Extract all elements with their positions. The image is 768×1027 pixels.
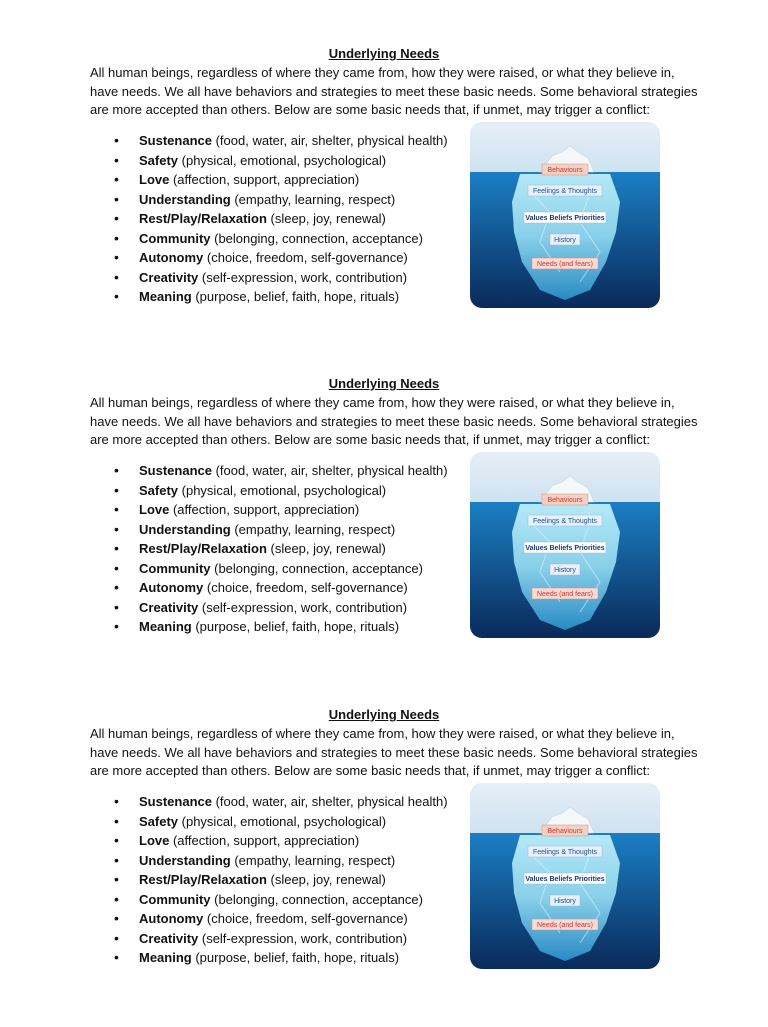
section-title: Underlying Needs: [328, 707, 440, 722]
label-behaviours: Behaviours: [547, 167, 583, 174]
need-item: [114, 461, 448, 481]
need-term: Rest/Play/Relaxation: [139, 541, 267, 556]
label-values: Values Beliefs Priorities: [525, 545, 605, 552]
iceberg-image: [470, 452, 660, 638]
iceberg-image: [470, 783, 660, 969]
need-description: (food, water, air, shelter, physical health): [211, 463, 448, 478]
need-description: (affection, support, appreciation): [169, 502, 360, 517]
label-feelings: Feelings & Thoughts: [532, 188, 598, 195]
need-item: [114, 909, 448, 929]
need-item: [114, 578, 448, 598]
need-item: [114, 131, 448, 151]
need-term: Sustenance: [139, 133, 212, 148]
need-description: (self-expression, work, contribution): [198, 599, 408, 615]
intro-paragraph: [90, 725, 698, 781]
label-history: History: [554, 237, 576, 244]
need-term: Community: [139, 891, 211, 907]
need-term: Sustenance: [139, 794, 212, 809]
need-term: Love: [139, 502, 170, 517]
intro-paragraph: [90, 64, 698, 120]
need-term: Love: [139, 833, 170, 848]
needs-list: [114, 461, 448, 637]
need-description: (choice, freedom, self-governance): [203, 911, 408, 926]
need-description: (self-expression, work, contribution): [198, 269, 408, 285]
label-history: History: [554, 567, 576, 574]
need-description: (physical, emotional, psychological): [178, 152, 387, 168]
need-description: (belonging, connection, acceptance): [210, 891, 423, 907]
need-term: Creativity: [139, 930, 199, 946]
intro-line-2: have needs. We all have behaviors and strategies to meet these basic needs. Some behavioral strategies: [90, 744, 698, 760]
intro-paragraph: [90, 394, 698, 450]
intro-line-3: are more accepted than others. Below are some basic needs that, if unmet, may trigger a conflict:: [90, 432, 651, 447]
intro-line-1: All human beings, regardless of where they came from, how they were raised, or what they believe in,: [90, 65, 675, 80]
need-term: Rest/Play/Relaxation: [139, 211, 267, 226]
need-description: (sleep, joy, renewal): [266, 211, 386, 226]
need-description: (purpose, belief, faith, hope, rituals): [191, 289, 400, 304]
need-item: [114, 268, 448, 288]
need-description: (belonging, connection, acceptance): [210, 230, 423, 246]
need-term: Creativity: [139, 269, 199, 285]
label-needs: Needs (and fears): [536, 922, 594, 929]
need-description: (purpose, belief, faith, hope, rituals): [191, 619, 400, 634]
need-term: Understanding: [139, 521, 231, 537]
need-term: Community: [139, 230, 211, 246]
label-needs: Needs (and fears): [536, 591, 594, 598]
need-item: [114, 792, 448, 812]
need-item: [114, 248, 448, 268]
need-term: Love: [139, 172, 170, 187]
need-term: Safety: [139, 813, 179, 829]
intro-line-3: are more accepted than others. Below are some basic needs that, if unmet, may trigger a conflict:: [90, 102, 651, 117]
need-item: [114, 481, 448, 501]
needs-list: [114, 131, 448, 307]
need-description: (affection, support, appreciation): [169, 833, 360, 848]
need-item: [114, 929, 448, 949]
need-item: [114, 520, 448, 540]
needs-list: [114, 792, 448, 968]
need-description: (food, water, air, shelter, physical health): [211, 794, 448, 809]
need-term: Safety: [139, 482, 179, 498]
intro-line-3: are more accepted than others. Below are some basic needs that, if unmet, may trigger a conflict:: [90, 763, 651, 778]
need-description: (empathy, learning, respect): [230, 521, 396, 537]
need-term: Understanding: [139, 191, 231, 207]
intro-line-2: have needs. We all have behaviors and strategies to meet these basic needs. Some behavioral strategies: [90, 83, 698, 99]
need-term: Community: [139, 560, 211, 576]
need-term: Autonomy: [139, 911, 204, 926]
section-title: Underlying Needs: [328, 46, 440, 61]
need-term: Meaning: [139, 619, 192, 634]
label-behaviours: Behaviours: [547, 497, 583, 504]
need-term: Rest/Play/Relaxation: [139, 872, 267, 887]
need-description: (choice, freedom, self-governance): [203, 250, 408, 265]
need-description: (self-expression, work, contribution): [198, 930, 408, 946]
intro-line-1: All human beings, regardless of where they came from, how they were raised, or what they believe in,: [90, 395, 675, 410]
label-feelings: Feelings & Thoughts: [532, 518, 598, 525]
section-title: Underlying Needs: [328, 376, 440, 391]
label-values: Values Beliefs Priorities: [525, 215, 605, 222]
need-item: [114, 948, 448, 968]
label-history: History: [554, 898, 576, 905]
label-feelings: Feelings & Thoughts: [532, 849, 598, 856]
need-item: [114, 500, 448, 520]
need-term: Sustenance: [139, 463, 212, 478]
need-description: (affection, support, appreciation): [169, 172, 360, 187]
need-item: [114, 151, 448, 171]
need-item: [114, 812, 448, 832]
need-description: (empathy, learning, respect): [230, 852, 396, 868]
intro-line-2: have needs. We all have behaviors and strategies to meet these basic needs. Some behavioral strategies: [90, 413, 698, 429]
need-item: [114, 890, 448, 910]
need-term: Understanding: [139, 852, 231, 868]
label-behaviours: Behaviours: [547, 828, 583, 835]
label-needs: Needs (and fears): [536, 261, 594, 268]
need-term: Safety: [139, 152, 179, 168]
need-term: Meaning: [139, 950, 192, 965]
need-item: [114, 617, 448, 637]
need-description: (physical, emotional, psychological): [178, 482, 387, 498]
need-item: [114, 851, 448, 871]
need-term: Creativity: [139, 599, 199, 615]
need-description: (purpose, belief, faith, hope, rituals): [191, 950, 400, 965]
need-item: [114, 539, 448, 559]
need-description: (sleep, joy, renewal): [266, 872, 386, 887]
need-term: Autonomy: [139, 580, 204, 595]
iceberg-image: [470, 122, 660, 308]
needs-section-2: [0, 376, 768, 696]
needs-section-3: [0, 707, 768, 1027]
need-item: [114, 287, 448, 307]
need-description: (physical, emotional, psychological): [178, 813, 387, 829]
need-item: [114, 229, 448, 249]
need-item: [114, 598, 448, 618]
need-item: [114, 870, 448, 890]
need-item: [114, 190, 448, 210]
need-item: [114, 559, 448, 579]
need-item: [114, 170, 448, 190]
need-item: [114, 831, 448, 851]
need-term: Meaning: [139, 289, 192, 304]
need-description: (food, water, air, shelter, physical health): [211, 133, 448, 148]
intro-line-1: All human beings, regardless of where they came from, how they were raised, or what they believe in,: [90, 726, 675, 741]
need-term: Autonomy: [139, 250, 204, 265]
need-item: [114, 209, 448, 229]
need-description: (belonging, connection, acceptance): [210, 560, 423, 576]
need-description: (sleep, joy, renewal): [266, 541, 386, 556]
need-description: (empathy, learning, respect): [230, 191, 396, 207]
need-description: (choice, freedom, self-governance): [203, 580, 408, 595]
label-values: Values Beliefs Priorities: [525, 876, 605, 883]
needs-section-1: [0, 46, 768, 366]
